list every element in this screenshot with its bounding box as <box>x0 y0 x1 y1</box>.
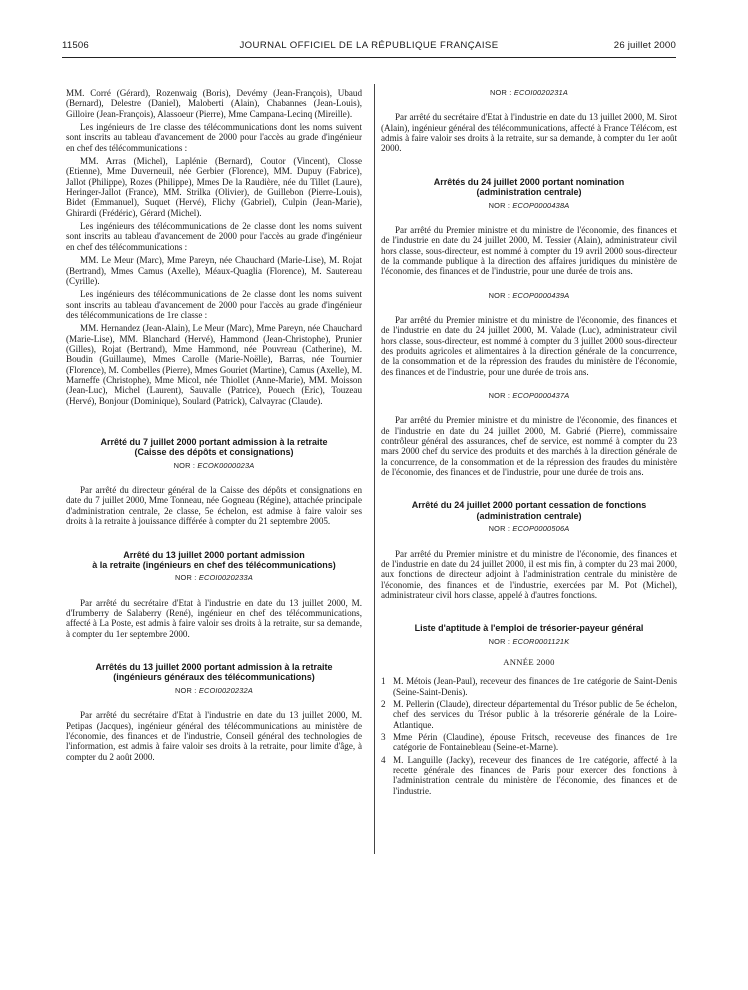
section-title <box>381 500 677 521</box>
section-title-line: Arrêtés du 13 juillet 2000 portant admission à la retraite <box>95 662 333 673</box>
column-divider <box>374 84 375 854</box>
section-title <box>66 662 362 683</box>
names-paragraph: MM. Le Meur (Marc), Mme Pareyn, née Chauchard (Marie-Lise), M. Rojat (Bertrand), Mmes Camus (Axelle), Méaux-Quaglia (Florence), M. Sautereau (Cyrille). <box>66 255 362 286</box>
nor-code: ECOP0000439A <box>512 290 570 300</box>
list-item-number: 2 <box>381 699 386 710</box>
list-item <box>381 676 677 697</box>
list-item-text: Mme Périn (Claudine), épouse Fritsch, receveuse des finances de 1re catégorie de Fontainebleau (Seine-et-Marne). <box>393 732 677 753</box>
decree-body: Par arrêté du Premier ministre et du ministre de l'économie, des finances et de l'industrie en date du 24 juillet 2000, il est mis fin, à compter du 23 mai 2000, aux fonctions de directeur adjoint à l'administration centrale du ministère de l'économie, des finances et de l'industrie, exercées par M. Pot (Michel), administrateur civil hors classe, appelé à d'autres fonctions. <box>381 548 677 600</box>
section-title-line: Arrêté du 7 juillet 2000 portant admission à la retraite <box>100 436 328 447</box>
list-item-number: 4 <box>381 754 386 765</box>
journal-title: JOURNAL OFFICIEL DE LA RÉPUBLIQUE FRANÇAISE <box>239 40 499 51</box>
nor-reference <box>381 637 677 647</box>
list-item <box>381 755 677 796</box>
section-title-line: Liste d'aptitude à l'emploi de trésorier-payeur général <box>414 623 644 634</box>
nor-label: NOR : <box>488 290 511 300</box>
list-item-number: 1 <box>381 676 386 687</box>
nor-label: NOR : <box>490 88 512 97</box>
decree-body: Par arrêté du secrétaire d'Etat à l'industrie en date du 13 juillet 2000, M. Sirot (Alain), ingénieur général des télécommunications, affecté à France Télécom, est admis à faire valoir ses droits à la retraite, sur sa demande, à compter du 1er août 2000. <box>381 112 677 154</box>
list-item-text: M. Métois (Jean-Paul), receveur des finances de 1re catégorie de Saint-Denis (Seine-Saint-Denis). <box>393 676 677 697</box>
decree-body: Par arrêté du directeur général de la Caisse des dépôts et consignations en date du 7 juillet 2000, Mme Tonneau, née Gogneau (Régine), attachée principale d'administration centrale, 2e classe, 5e échelon, est admise à faire valoir ses droits à la retraite à jouissance différée à compter du 21 septembre 2005. <box>66 485 362 527</box>
names-paragraph: MM. Corré (Gérard), Rozenwaig (Boris), Devémy (Jean-François), Ubaud (Bernard), Delestre (Daniel), Maloberti (Alain), Chabannes (Jean-Louis), Gilloire (Jean-François), Alassoeur (Pierre), Mme Campana-Lecinq (Mireille). <box>66 88 362 119</box>
decree-body: Par arrêté du secrétaire d'Etat à l'industrie en date du 13 juillet 2000, M. d'Irumberry de Salaberry (René), ingénieur en chef des télécommunications, affecté à La Poste, est admis à faire valoir ses droits à la retraite, sur sa demande, à compter du 1er septembre 2000. <box>66 597 362 639</box>
decree-body: Par arrêté du Premier ministre et du ministre de l'économie, des finances et de l'industrie en date du 24 juillet 2000, M. Gabrié (Pierre), commissaire contrôleur général des assurances, chef de service, est nommé à compter du 23 mars 2000 chef du service des produits et des marchés à la direction générale de la concurrence, de la consommation et de la répression des fraudes du ministère de l'économie, des finances et de l'industrie, pour une durée de trois ans. <box>381 415 677 478</box>
year-heading: ANNÉE 2000 <box>503 657 555 668</box>
section-title <box>66 437 362 458</box>
section-title <box>381 177 677 198</box>
nor-label: NOR : <box>175 573 197 583</box>
list-item <box>381 732 677 753</box>
nor-reference <box>381 88 677 98</box>
nor-code: ECOP0000438A <box>512 200 570 210</box>
nor-label: NOR : <box>488 636 511 646</box>
nor-code: ECOI0020233A <box>198 573 253 583</box>
section-title-line: Arrêté du 24 juillet 2000 portant cessation de fonctions <box>411 500 647 511</box>
nor-reference <box>381 201 677 211</box>
section-title-line: (Caisse des dépôts et consignations) <box>134 447 294 458</box>
section-title-line: Arrêté du 13 juillet 2000 portant admission <box>123 549 305 560</box>
decree-body: Par arrêté du Premier ministre et du ministre de l'économie, des finances et de l'industrie en date du 24 juillet 2000, M. Tessier (Alain), administrateur civil hors classe, sous-directeur, est nommé à compter du 19 avril 2000 sous-directeur de la commande publique à la direction des affaires juridiques du ministère de l'économie, des finances et de l'industrie, pour une durée de trois ans. <box>381 224 677 277</box>
section-title-line: (administration centrale) <box>476 510 582 521</box>
nor-code: ECOK0000023A <box>197 460 255 470</box>
decree-body: Par arrêté du Premier ministre et du ministre de l'économie, des finances et de l'industrie en date du 24 juillet 2000, M. Valade (Luc), administrateur civil hors classe, sous-directeur, est nommé à compter du 3 juillet 2000 sous-directeur des produits agricoles et alimentaires à la direction générale de la concurrence, de la consommation et de la répression des fraudes du ministère de l'économie, des finances et de l'industrie, pour une durée de trois ans. <box>381 314 677 377</box>
nor-label: NOR : <box>173 460 196 470</box>
nor-reference <box>66 461 362 471</box>
section-title <box>66 550 362 571</box>
intro-paragraph: Les ingénieurs des télécommunications de 2e classe dont les noms suivent sont inscrits au tableau d'avancement de 2000 pour l'accès au grade d'ingénieur en chef des télécommunications : <box>66 221 362 252</box>
intro-paragraph: Les ingénieurs de 1re classe des télécommunications dont les noms suivent sont inscrits au tableau d'avancement de 2000 pour l'accès au grade d'ingénieur en chef des télécommunications : <box>66 122 362 153</box>
names-paragraph: MM. Arras (Michel), Laplénie (Bernard), Coutor (Vincent), Closse (Etienne), Mme Duverneuil, née Gerbier (Florence), MM. Dupuy (Fabrice), Jallot (Philippe), Rozes (Philippe), Mmes De la Raudière, née du Tillet (Laure), Heringer-Jallot (France), MM. Strilka (Olivier), de Guillebon (Pierre-Louis), Bidet (Emmanuel), Suquet (Hervé), Flichy (Gabriel), Culpin (Jean-Marie), Ghirardi (Frédéric), Gérard (Michel). <box>66 156 362 218</box>
nor-label: NOR : <box>175 685 197 695</box>
nor-code: ECOI0020231A <box>513 88 568 97</box>
page-number: 11506 <box>62 40 89 51</box>
right-column <box>381 88 677 798</box>
nor-label: NOR : <box>488 391 511 400</box>
section-title <box>381 623 677 633</box>
nor-label: NOR : <box>488 200 511 210</box>
list-item-text: M. Pellerin (Claude), directeur départemental du Trésor public de 5e échelon, chef des services du Trésor public à la trésorerie générale de la Loire-Atlantique. <box>393 699 677 730</box>
list-item-number: 3 <box>381 732 386 743</box>
nor-label: NOR : <box>488 524 511 534</box>
section-title-line: à la retraite (ingénieurs en chef des télécommunications) <box>92 559 336 570</box>
nor-code: ECOP0000437A <box>512 391 570 400</box>
nor-reference <box>381 391 677 401</box>
nor-reference <box>381 524 677 534</box>
section-title-line: (administration centrale) <box>476 187 582 198</box>
left-column <box>66 88 362 765</box>
nor-code: ECOI0020232A <box>198 685 253 695</box>
nor-code: ECOR0001121K <box>512 636 570 646</box>
header-rule <box>62 57 676 58</box>
nor-code: ECOP0000506A <box>512 524 570 534</box>
decree-body: Par arrêté du secrétaire d'Etat à l'industrie en date du 13 juillet 2000, M. Petipas (Jacques), ingénieur général des télécommunications au ministère de l'économie, des finances et de l'industrie, Conseil général des technologies de l'information, est admis à faire valoir ses droits à la retraite, pour limite d'âge, à compter du 2 août 2000. <box>66 710 362 762</box>
section-title-line: (ingénieurs généraux des télécommunications) <box>113 672 315 683</box>
nor-reference <box>66 573 362 583</box>
page-header <box>62 40 676 56</box>
nor-reference <box>381 291 677 301</box>
nor-reference <box>66 686 362 696</box>
list-item-text: M. Languille (Jacky), receveur des finances de 1re catégorie, affecté à la recette générale des finances de Paris pour exercer des fonctions à l'administration centrale du ministère de l'économie, des finances et de l'industrie. <box>393 754 677 796</box>
publication-date: 26 juillet 2000 <box>613 40 676 51</box>
intro-paragraph: Les ingénieurs des télécommunications de 2e classe dont les noms suivent sont inscrits au tableau d'avancement de 2000 pour l'accès au grade d'ingénieur des télécommunications de 1re classe : <box>66 289 362 320</box>
names-paragraph: MM. Hernandez (Jean-Alain), Le Meur (Marc), Mme Pareyn, née Chauchard (Marie-Lise), MM. Blanchard (Hervé), Hammond (Jean-Christophe), Prunier (Gilles), Rojat (Bertrand), Mme Hammond, née Pouvreau (Catherine), M. Boudin (Guillaume), Mmes Carolle (Marie-Noëlle), Barras, née Tournier (Florence), M. Combelles (Pierre), Mmes Gouriet (Martine), Camus (Axelle), M. Marneffe (Christophe), Mme Micol, née Thiollet (Anne-Marie), MM. Moisson (Jean-Luc), Michel (Laurent), Sauvalle (Patrice), Pouech (Eric), Touzeau (Hervé), Bonjour (Dominique), Soulard (Patrick), Calvayrac (Claude). <box>66 323 362 406</box>
section-title-line: Arrêtés du 24 juillet 2000 portant nomination <box>433 176 625 187</box>
list-item <box>381 699 677 730</box>
